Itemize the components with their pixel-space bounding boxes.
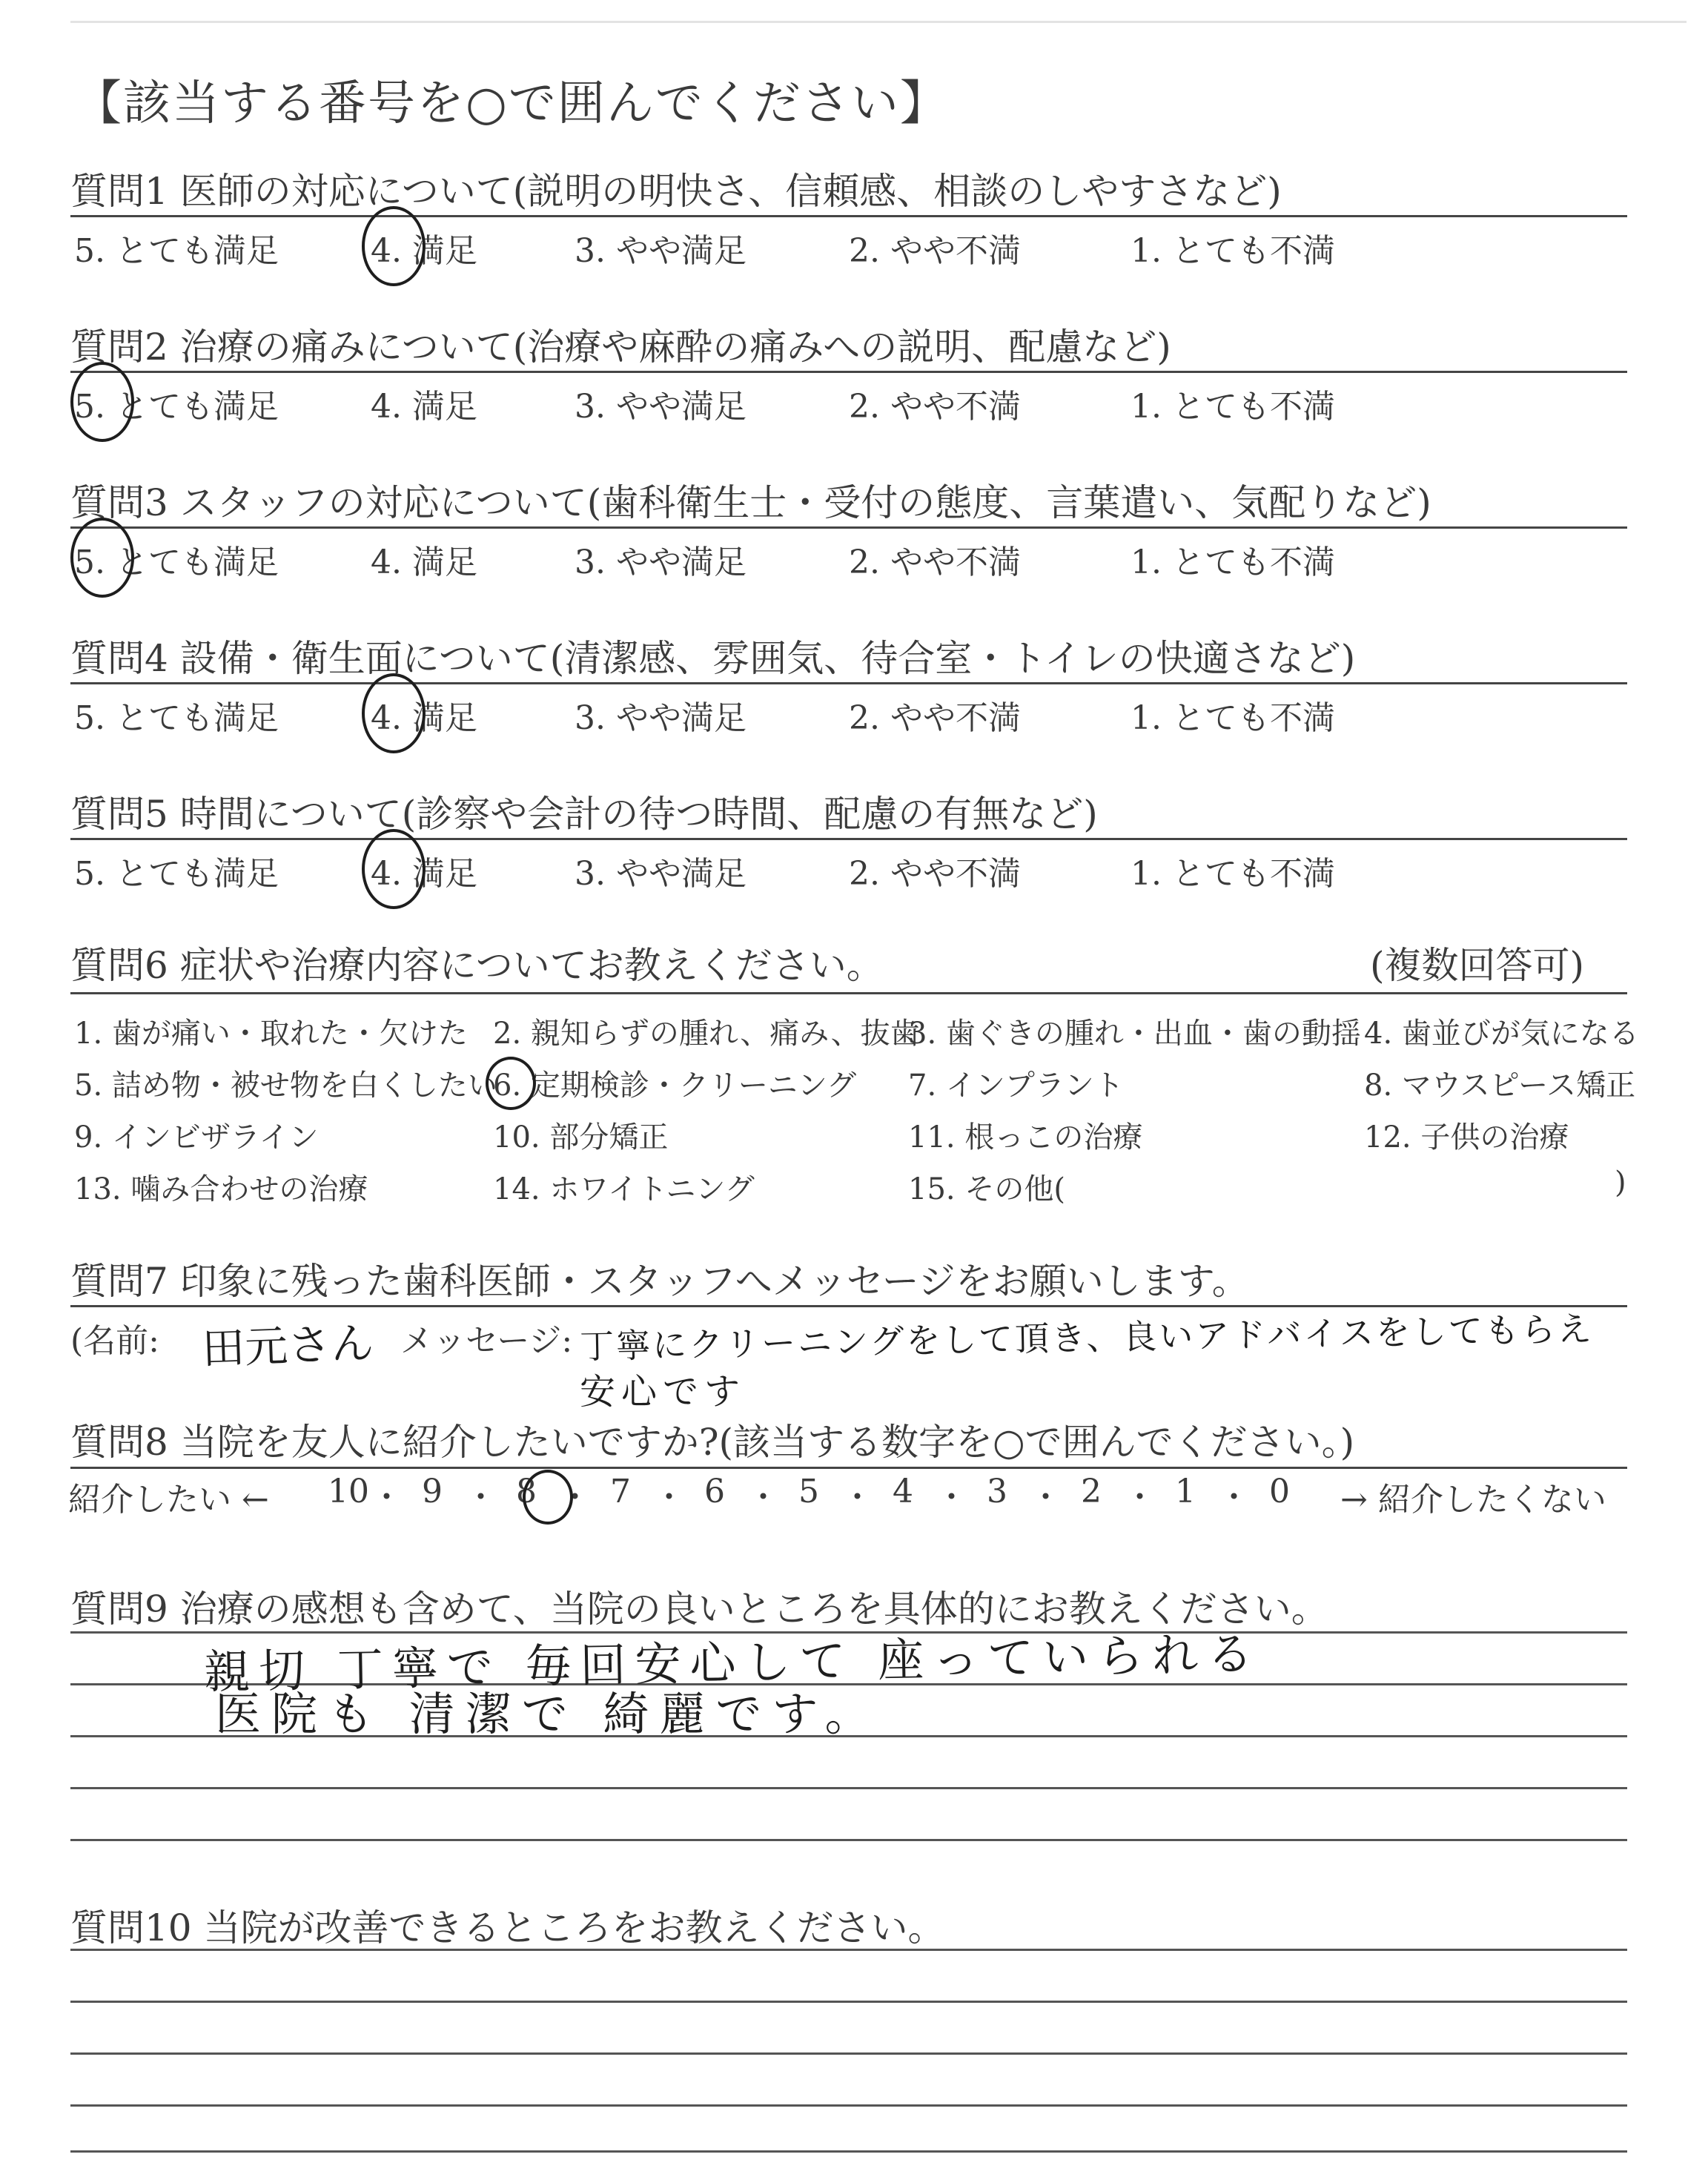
q4-answer-circle [362, 673, 426, 753]
q3-option-3[interactable]: 3. やや満足 [575, 544, 747, 581]
q6-option-10[interactable]: 10. 部分矯正 [493, 1120, 669, 1155]
q8-scale-7[interactable]: 7 [610, 1473, 631, 1510]
q8-separator: ・ [653, 1479, 685, 1516]
q6-option-2[interactable]: 2. 親知らずの腫れ、痛み、抜歯 [493, 1017, 920, 1051]
q5-option-1[interactable]: 1. とても不満 [1131, 855, 1335, 893]
q8-scale-4[interactable]: 4 [893, 1473, 913, 1510]
q8-separator: ・ [465, 1479, 497, 1516]
q3-option-1[interactable]: 1. とても不満 [1131, 544, 1335, 581]
q2-option-2[interactable]: 2. やや不満 [849, 388, 1021, 426]
q8-right-label: → 紹介したくない [1340, 1481, 1606, 1519]
q10-line-2 [70, 2001, 1627, 2003]
q7-name-answer: 田元さん [201, 1317, 375, 1375]
q1-heading: 質問1 医師の対応について(説明の明快さ、信頼感、相談のしやすさなど) [70, 170, 1282, 213]
q4-option-5[interactable]: 5. とても満足 [74, 699, 279, 737]
q8-separator: ・ [747, 1479, 779, 1516]
q10-line-3 [70, 2052, 1627, 2055]
q2-option-1[interactable]: 1. とても不満 [1131, 388, 1335, 426]
q8-scale-2[interactable]: 2 [1081, 1473, 1102, 1510]
q8-separator: ・ [841, 1479, 873, 1516]
q8-separator: ・ [1124, 1479, 1156, 1516]
q1-option-5[interactable]: 5. とても満足 [74, 232, 279, 270]
q4-rule [70, 682, 1627, 684]
q6-option-5[interactable]: 5. 詰め物・被せ物を白くしたい [74, 1069, 497, 1103]
q5-option-3[interactable]: 3. やや満足 [575, 855, 747, 893]
q1-rule [70, 215, 1627, 217]
q1-option-3[interactable]: 3. やや満足 [575, 232, 747, 270]
q4-option-2[interactable]: 2. やや不満 [849, 699, 1021, 737]
q7-message-label: メッセージ: [400, 1322, 573, 1360]
q4-option-4[interactable]: 4. 満足 [371, 699, 477, 737]
q8-rule [70, 1467, 1627, 1469]
q8-separator: ・ [371, 1479, 403, 1516]
q3-answer-circle [70, 518, 134, 598]
q4-heading: 質問4 設備・衛生面について(清潔感、雰囲気、待合室・トイレの快適さなど) [70, 637, 1356, 680]
q6-option-13[interactable]: 13. 噛み合わせの治療 [74, 1172, 368, 1206]
q6-heading: 質問6 症状や治療内容についてお教えください。 [70, 944, 884, 987]
q2-heading: 質問2 治療の痛みについて(治療や麻酔の痛みへの説明、配慮など) [70, 326, 1171, 369]
q6-option-14[interactable]: 14. ホワイトニング [493, 1172, 755, 1206]
q2-answer-circle [70, 362, 134, 442]
q3-rule [70, 526, 1627, 529]
q9-answer-line2: 医院も 清潔で 綺麗です。 [215, 1687, 881, 1741]
q3-option-2[interactable]: 2. やや不満 [849, 544, 1021, 581]
q6-option-1[interactable]: 1. 歯が痛い・取れた・欠けた [74, 1017, 468, 1051]
q6-option-7[interactable]: 7. インプラント [908, 1069, 1124, 1103]
q2-option-5[interactable]: 5. とても満足 [74, 388, 279, 426]
q7-message-line1: 丁寧にクリーニングをして頂き、良いアドバイスをしてもらえ [579, 1309, 1595, 1367]
q8-scale-3[interactable]: 3 [987, 1473, 1007, 1510]
q5-answer-circle [362, 829, 426, 909]
q5-option-4[interactable]: 4. 満足 [371, 855, 477, 893]
q8-left-label: 紹介したい ← [68, 1481, 269, 1519]
q6-option-15[interactable]: 15. その他( [908, 1172, 1065, 1206]
q6-option-3[interactable]: 3. 歯ぐきの腫れ・出血・歯の動揺 [908, 1017, 1361, 1051]
q5-heading: 質問5 時間について(診察や会計の待つ時間、配慮の有無など) [70, 793, 1098, 836]
q3-option-4[interactable]: 4. 満足 [371, 544, 477, 581]
q2-rule [70, 371, 1627, 373]
q8-scale-10[interactable]: 10 [328, 1473, 369, 1510]
q8-scale-8[interactable]: 8 [516, 1473, 537, 1510]
q1-answer-circle [362, 206, 426, 286]
q6-option-11[interactable]: 11. 根っこの治療 [908, 1120, 1143, 1155]
q4-option-1[interactable]: 1. とても不満 [1131, 699, 1335, 737]
q8-scale-9[interactable]: 9 [422, 1473, 443, 1510]
q4-option-3[interactable]: 3. やや満足 [575, 699, 747, 737]
q6-other-close-paren: ) [1615, 1166, 1626, 1200]
q2-option-4[interactable]: 4. 満足 [371, 388, 477, 426]
q6-option-12[interactable]: 12. 子供の治療 [1364, 1120, 1569, 1155]
q6-option-4[interactable]: 4. 歯並びが気になる [1364, 1017, 1639, 1051]
q6-rule [70, 992, 1627, 994]
q9-answer-line1: 親切 丁寧で 毎回安心して 座っていられる [203, 1626, 1262, 1700]
q5-rule [70, 838, 1627, 840]
q8-separator: ・ [1218, 1479, 1250, 1516]
q7-heading: 質問7 印象に残った歯科医師・スタッフへメッセージをお願いします。 [70, 1260, 1249, 1303]
q1-option-2[interactable]: 2. やや不満 [849, 232, 1021, 270]
q5-option-2[interactable]: 2. やや不満 [849, 855, 1021, 893]
q6-option-9[interactable]: 9. インビザライン [74, 1120, 319, 1155]
q10-heading: 質問10 当院が改善できるところをお教えください。 [70, 1906, 945, 1949]
q9-line-5 [70, 1839, 1627, 1841]
q6-option-6[interactable]: 6. 定期検診・クリーニング [493, 1069, 857, 1103]
q7-name-label: (名前: [70, 1322, 159, 1360]
q6-option-8[interactable]: 8. マウスピース矯正 [1364, 1069, 1636, 1103]
q8-answer-circle [523, 1470, 573, 1525]
q8-scale-1[interactable]: 1 [1175, 1473, 1196, 1510]
q9-line-4 [70, 1787, 1627, 1789]
top-edge-rule [70, 21, 1687, 23]
q6-answer-circle [486, 1057, 536, 1110]
q3-heading: 質問3 スタッフの対応について(歯科衛生士・受付の態度、言葉遣い、気配りなど) [70, 481, 1431, 524]
q1-option-1[interactable]: 1. とても不満 [1131, 232, 1335, 270]
q8-scale-5[interactable]: 5 [798, 1473, 819, 1510]
q10-line-4 [70, 2104, 1627, 2107]
q8-separator: ・ [936, 1479, 967, 1516]
q10-line-1 [70, 1949, 1627, 1951]
q8-separator: ・ [1030, 1479, 1062, 1516]
q10-line-5 [70, 2150, 1627, 2153]
q9-heading: 質問9 治療の感想も含めて、当院の良いところを具体的にお教えください。 [70, 1588, 1328, 1631]
q3-option-5[interactable]: 5. とても満足 [74, 544, 279, 581]
q8-heading: 質問8 当院を友人に紹介したいですか?(該当する数字を○で囲んでください。) [70, 1421, 1355, 1464]
q8-scale-0[interactable]: 0 [1269, 1473, 1290, 1510]
q5-option-5[interactable]: 5. とても満足 [74, 855, 279, 893]
q2-option-3[interactable]: 3. やや満足 [575, 388, 747, 426]
q7-message-line2: 安心です [580, 1371, 747, 1413]
q1-option-4[interactable]: 4. 満足 [371, 232, 477, 270]
q6-note: (複数回答可) [1370, 944, 1585, 987]
page-title: 【該当する番号を○で囲んでください】 [74, 76, 949, 131]
q8-separator: ・ [559, 1479, 591, 1516]
q8-scale-6[interactable]: 6 [704, 1473, 725, 1510]
